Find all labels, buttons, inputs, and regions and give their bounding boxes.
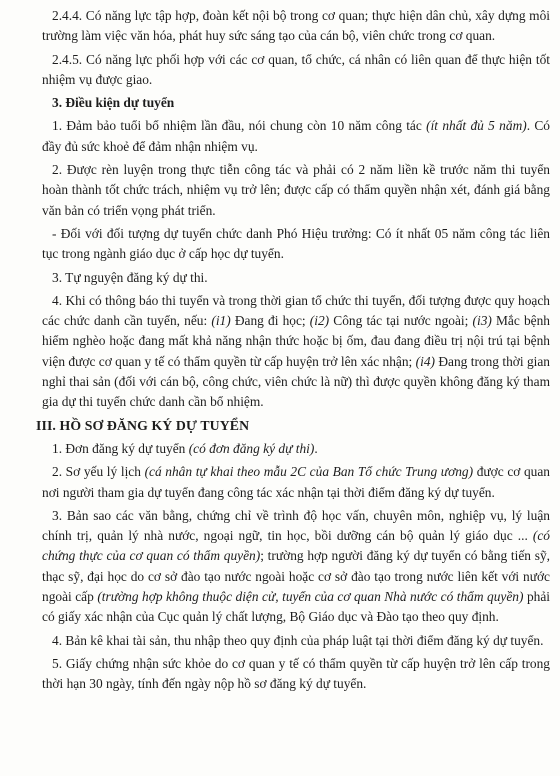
italic-text: (trường hợp không thuộc diện cử, tuyển của cơ quan Nhà nước có thẩm quyền): [97, 589, 524, 605]
text-run: 2. Sơ yếu lý lịch: [52, 464, 145, 480]
text-run: 4. Bản kê khai tài sản, thu nhập theo quy định của pháp luật tại thời điểm đăng ký dự tuyển.: [52, 632, 544, 648]
text-run: . Có đầy đủ sức khoẻ để đảm nhận nhiệm vụ.: [42, 118, 550, 154]
paragraph: [42, 291, 550, 413]
text-run: ; trường hợp người đăng ký dự tuyển có bằng tiến sỹ, thạc sỹ, đại học do cơ sở đào tạo nước ngoài hoặc cơ sở đào tạo trong nước liên kết với nước ngoài cấp: [42, 548, 550, 605]
paragraph: [42, 654, 550, 695]
text-run: 2.4.5. Có năng lực phối hợp với các cơ quan, tổ chức, cá nhân có liên quan để thực hiện tốt nhiệm vụ được giao.: [42, 51, 550, 87]
chapter-heading: [36, 416, 550, 436]
document-body: [36, 6, 551, 698]
paragraph: [42, 462, 550, 503]
italic-text: (i4): [415, 353, 435, 369]
section-heading: [42, 93, 550, 113]
text-run: 3. Tự nguyện đăng ký dự thi.: [52, 269, 208, 285]
text-run: 4. Khi có thông báo thi tuyển và trong thời gian tổ chức thi tuyển, đối tượng được quy hoạch các chức danh cần tuyển, nếu:: [42, 292, 550, 329]
text-run: III. HỒ SƠ ĐĂNG KÝ DỰ TUYỂN: [36, 417, 250, 433]
paragraph: [42, 160, 550, 221]
paragraph: [42, 116, 550, 157]
paragraph: [42, 506, 550, 628]
text-run: 2. Được rèn luyện trong thực tiễn công tác và phải có 2 năm liền kề trước năm thi tuyển hoàn thành tốt chức trách, nhiệm vụ trở lên; được cấp có thẩm quyền nhận xét, đánh giá bằng văn bản có triển vọng phát triển.: [42, 162, 550, 218]
italic-text: (ít nhất đủ 5 năm): [426, 118, 527, 134]
text-run: Công tác tại nước ngoài;: [329, 313, 473, 329]
italic-text: (i3): [472, 313, 492, 329]
text-run: phải có giấy xác nhận của Cục quản lý chất lượng, Bộ Giáo dục và Đào tạo theo quy định.: [42, 589, 551, 625]
text-run: Đang trong thời gian nghỉ thai sản (đối với cán bộ, công chức, viên chức là nữ) thì được quyền không đăng ký tham gia dự thi tuyển chức danh cần bổ nhiệm.: [42, 353, 550, 410]
paragraph: [42, 50, 550, 91]
paragraph: [42, 224, 550, 265]
italic-text: (i1): [211, 313, 231, 329]
paragraph: [42, 268, 550, 288]
text-run: 1. Đảm bảo tuổi bổ nhiệm lần đầu, nói chung còn 10 năm công tác: [52, 118, 427, 134]
text-run: 2.4.4. Có năng lực tập hợp, đoàn kết nội bộ trong cơ quan; thực hiện dân chủ, xây dựng môi trường làm việc văn hóa, phát huy sức sáng tạo của cán bộ, viên chức trong cơ quan.: [42, 8, 550, 44]
italic-text: (có chứng thực của cơ quan có thẩm quyền): [42, 528, 550, 564]
text-run: Đang đi học;: [230, 313, 310, 329]
text-run: 1. Đơn đăng ký dự tuyển: [52, 440, 189, 456]
text-run: Mắc bệnh hiểm nghèo hoặc đang mất khả năng nhận thức hoặc bị ốm, đau đang điều trị nội trú tại bệnh viện được cơ quan y tế có thẩm quyền từ cấp huyện trở lên xác nhận;: [42, 313, 550, 369]
text-run: .: [314, 440, 318, 456]
text-run: được cơ quan nơi người tham gia dự tuyển đang công tác xác nhận tại thời điểm đăng ký dự tuyển.: [42, 464, 551, 500]
italic-text: (có đơn đăng ký dự thi): [188, 440, 315, 456]
paragraph: [42, 6, 550, 47]
italic-text: (i2): [309, 313, 330, 329]
text-run: - Đối với đối tượng dự tuyển chức danh Phó Hiệu trưởng: Có ít nhất 05 năm công tác liên tục trong ngành giáo dục ở cấp học dự tuyển.: [42, 225, 550, 262]
text-run: 3. Điều kiện dự tuyển: [52, 95, 175, 111]
paragraph: [42, 631, 550, 651]
text-run: 5. Giấy chứng nhận sức khỏe do cơ quan y tế có thẩm quyền từ cấp huyện trở lên cấp trong thời hạn 30 ngày, tính đến ngày nộp hồ sơ đăng ký dự tuyển.: [42, 655, 550, 692]
italic-text: (cá nhân tự khai theo mẫu 2C của Ban Tổ chức Trung ương): [144, 464, 474, 480]
paragraph: [42, 439, 550, 459]
text-run: 3. Bản sao các văn bằng, chứng chỉ về trình độ học vấn, chuyên môn, nghiệp vụ, lý luận chính trị, quản lý nhà nước, ngoại ngữ, tin học, bồi dưỡng cán bộ quản lý giáo dục ...: [42, 507, 550, 544]
